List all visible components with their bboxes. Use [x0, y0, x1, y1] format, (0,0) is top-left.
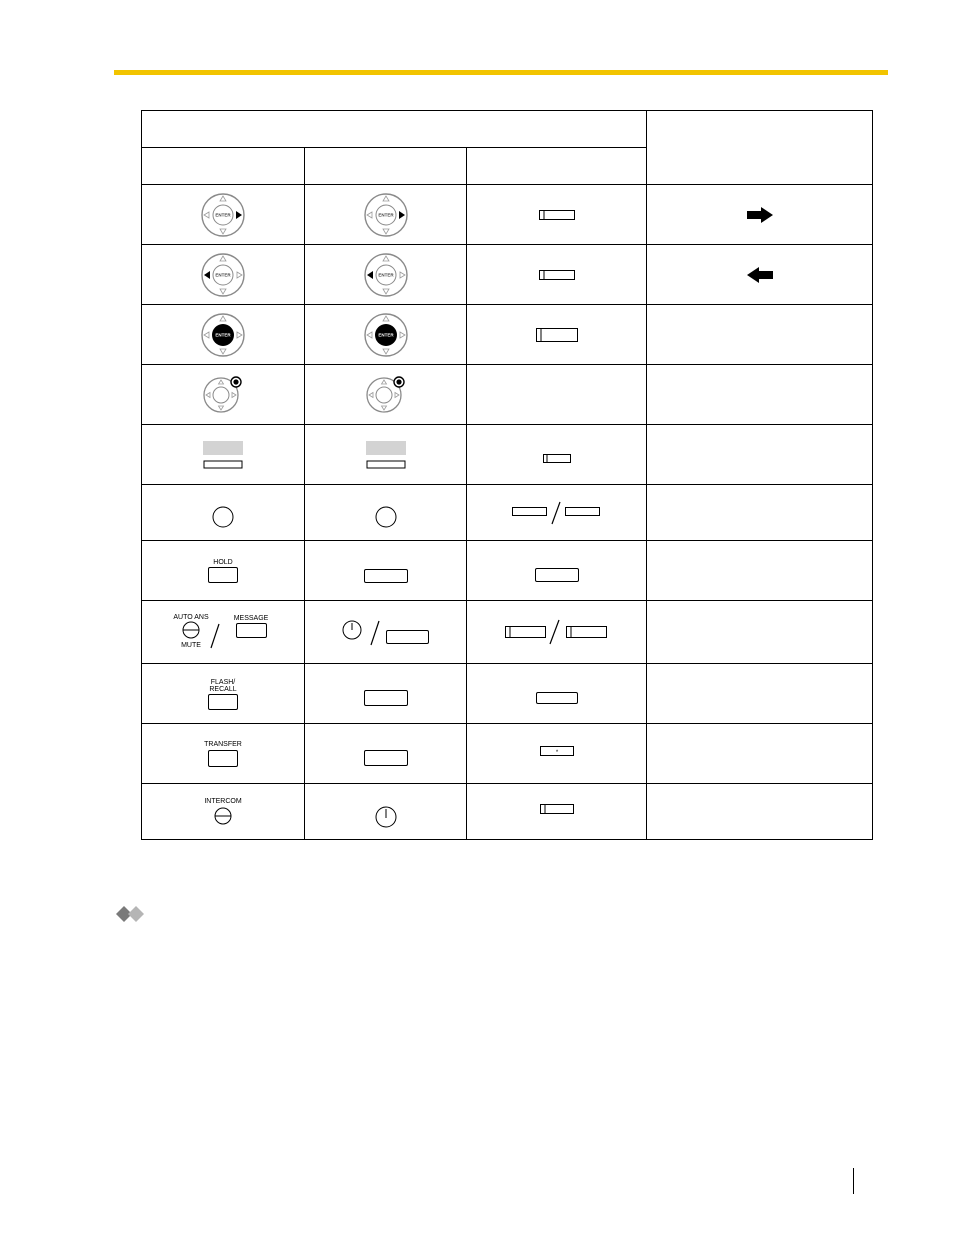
- svg-text:AUTO ANS: AUTO ANS: [173, 614, 209, 621]
- key-icon: [543, 454, 571, 463]
- wide-key-icon: [536, 692, 578, 704]
- navigator-left-icon: [200, 252, 246, 298]
- wide-key-icon: [535, 568, 579, 582]
- table-row: [142, 541, 873, 601]
- circle-key-icon: [212, 506, 234, 528]
- navigator-enter-icon: [200, 312, 246, 358]
- wide-key-icon: [364, 750, 408, 766]
- soft-button-icon: [366, 441, 406, 469]
- table-row: [142, 724, 873, 784]
- table-row: [142, 185, 873, 245]
- navigator-right-icon: [363, 192, 409, 238]
- header-cell-col1: [142, 148, 305, 185]
- key-icon: [536, 328, 578, 342]
- star-key-icon: [540, 746, 574, 756]
- svg-text:ENTER: ENTER: [377, 212, 394, 218]
- svg-text:ENTER: ENTER: [377, 332, 394, 338]
- key-icon: [539, 270, 575, 280]
- key-icon: [540, 804, 574, 814]
- circle-key-icon: [375, 506, 397, 528]
- svg-text:TRANSFER: TRANSFER: [204, 740, 242, 748]
- svg-text:FLASH/: FLASH/: [210, 678, 236, 686]
- navigator-enter-icon: [363, 312, 409, 358]
- auto-ans-message-icon: [175, 612, 271, 652]
- header-accent-rule: [114, 70, 888, 75]
- navigator-left-icon: [363, 252, 409, 298]
- header-cell-description: [647, 111, 873, 185]
- key-icon: [539, 210, 575, 220]
- round-key-icon: [375, 806, 397, 828]
- table-row: [142, 425, 873, 485]
- mute-message-icon: [341, 617, 431, 647]
- hold-key-icon: [206, 557, 240, 585]
- double-diamond-icon: [116, 906, 146, 922]
- header-cell-keys: [142, 111, 647, 148]
- svg-text:MESSAGE: MESSAGE: [233, 615, 269, 622]
- table-header-row: [142, 111, 873, 148]
- svg-text:HOLD: HOLD: [213, 558, 233, 566]
- wide-key-icon: [364, 569, 408, 583]
- key-pair-icon: [505, 618, 609, 646]
- svg-text:INTERCOM: INTERCOM: [204, 797, 242, 805]
- right-arrow-icon: [747, 207, 773, 223]
- svg-text:RECALL: RECALL: [209, 685, 237, 693]
- intercom-key-icon: [203, 796, 243, 828]
- svg-text:ENTER: ENTER: [215, 332, 231, 338]
- svg-text:MUTE: MUTE: [181, 642, 201, 649]
- svg-text:*: *: [555, 749, 558, 756]
- table-row: [142, 305, 873, 365]
- soft-button-icon: [203, 441, 243, 469]
- key-pair-icon: [512, 500, 602, 526]
- table-row: [142, 485, 873, 541]
- header-cell-col3: [467, 148, 647, 185]
- svg-text:ENTER: ENTER: [377, 272, 394, 278]
- flash-recall-key-icon: [206, 677, 240, 711]
- table-row: [142, 245, 873, 305]
- svg-text:ENTER: ENTER: [215, 272, 231, 278]
- svg-text:ENTER: ENTER: [215, 212, 231, 218]
- left-arrow-icon: [747, 267, 773, 283]
- table-row: [142, 784, 873, 840]
- transfer-key-icon: [203, 739, 243, 769]
- header-cell-col2: [305, 148, 467, 185]
- page-number-rule: [853, 1168, 854, 1194]
- wide-key-icon: [364, 690, 408, 706]
- key-reference-table: [141, 110, 873, 840]
- table-row: [142, 601, 873, 664]
- table-row: [142, 664, 873, 724]
- navigator-right-icon: [200, 192, 246, 238]
- jog-dial-icon: [362, 375, 410, 415]
- table-row: [142, 365, 873, 425]
- jog-dial-icon: [199, 375, 247, 415]
